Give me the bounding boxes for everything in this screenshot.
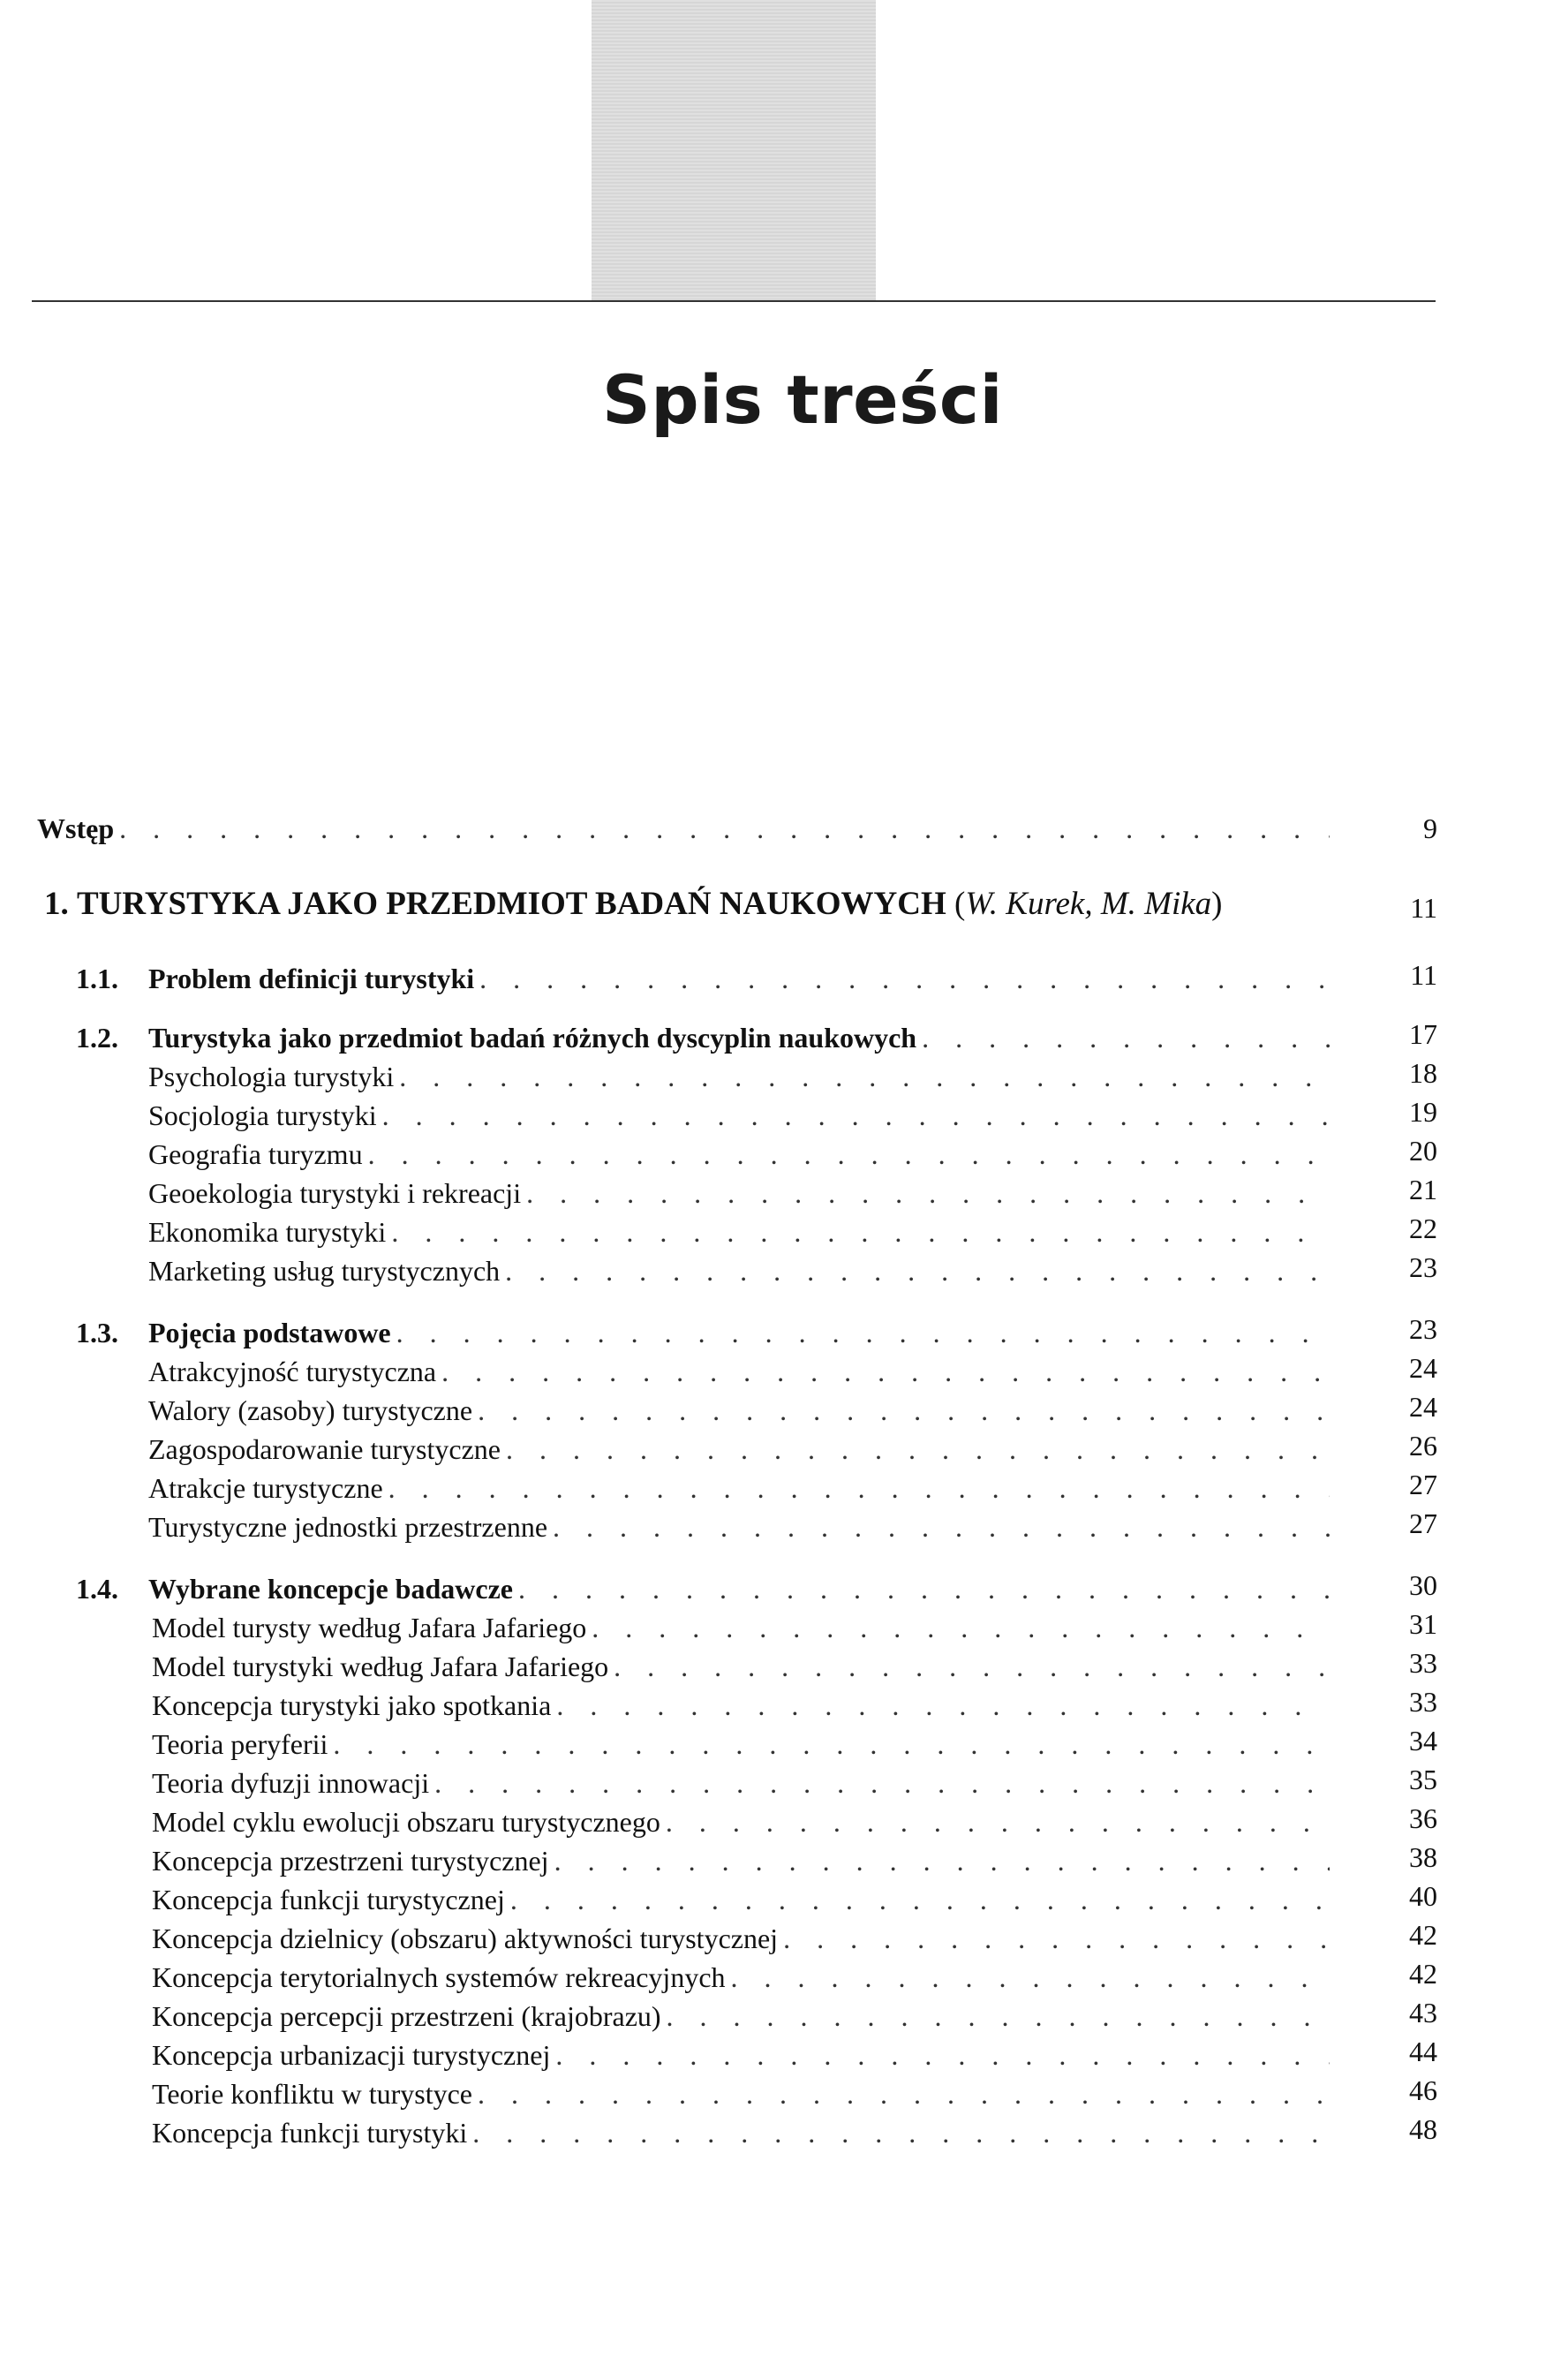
dot-leader — [731, 1960, 1330, 1995]
toc-subentry[interactable] — [152, 2076, 1335, 2111]
chapter-authors: W. Kurek, M. Mika — [965, 886, 1212, 922]
toc-section-1-3[interactable] — [76, 1315, 1335, 1350]
subentry-label: Model cyklu ewolucji obszaru turystycznego — [152, 1806, 660, 1838]
chapter-authors-open: ( — [954, 886, 966, 922]
toc-section-1-4[interactable] — [76, 1571, 1335, 1606]
dot-leader — [472, 2115, 1330, 2150]
subentry-label: Walory (zasoby) turystyczne — [148, 1394, 473, 1426]
dot-leader — [119, 811, 1330, 846]
toc-subentry[interactable] — [148, 1059, 1335, 1094]
toc-page-number: 19 — [1409, 1096, 1437, 1128]
subentry-label: Model turysty według Jafara Jafariego — [152, 1612, 587, 1643]
subentry-label: Geoekologia turystyki i rekreacji — [148, 1177, 522, 1209]
toc-subentry[interactable] — [152, 1921, 1335, 1956]
subentry-label: Koncepcja funkcji turystyki — [152, 2117, 468, 2149]
toc-page-number: 24 — [1409, 1391, 1437, 1423]
dot-leader — [479, 961, 1330, 996]
toc-subentry[interactable] — [148, 1137, 1335, 1172]
toc-subentry[interactable] — [152, 1765, 1335, 1801]
subentry-label: Koncepcja przestrzeni turystycznej — [152, 1845, 549, 1877]
toc-page-number: 34 — [1409, 1725, 1437, 1756]
dot-leader — [666, 1804, 1330, 1839]
toc-subentry[interactable] — [152, 2115, 1335, 2150]
dot-leader — [388, 1470, 1330, 1506]
dot-leader — [382, 1098, 1330, 1133]
subentry-label: Koncepcja urbanizacji turystycznej — [152, 2039, 551, 2071]
dot-leader — [333, 1726, 1330, 1762]
dot-leader — [526, 1175, 1330, 1211]
toc-page-number: 30 — [1409, 1569, 1437, 1601]
dot-leader — [783, 1921, 1330, 1956]
section-title: Wybrane koncepcje badawcze — [148, 1573, 513, 1605]
toc-subentry[interactable] — [152, 1843, 1335, 1878]
toc-entry-intro[interactable] — [37, 811, 1335, 846]
subentry-label: Geografia turyzmu — [148, 1138, 363, 1170]
toc-subentry[interactable] — [148, 1175, 1335, 1211]
toc-page-number: 43 — [1409, 1997, 1437, 2028]
toc-page-number: 33 — [1409, 1647, 1437, 1679]
subentry-label: Koncepcja turystyki jako spotkania — [152, 1689, 552, 1721]
dot-leader — [441, 1354, 1330, 1389]
toc-subentry[interactable] — [148, 1354, 1335, 1389]
toc-subentry[interactable] — [152, 1998, 1335, 2034]
toc-subentry[interactable] — [152, 1882, 1335, 1917]
toc-section-1-2[interactable] — [76, 1020, 1335, 1055]
section-number: 1.3. — [76, 1317, 118, 1348]
toc-page-number: 42 — [1409, 1958, 1437, 1990]
subentry-label: Teoria peryferii — [152, 1728, 328, 1760]
toc-subentry[interactable] — [148, 1509, 1335, 1545]
toc-page-number: 18 — [1409, 1057, 1437, 1089]
toc-page-number: 48 — [1409, 2113, 1437, 2145]
toc-page-number: 27 — [1409, 1507, 1437, 1539]
toc-page-number: 31 — [1409, 1608, 1437, 1640]
section-title: Turystyka jako przedmiot badań różnych dyscyplin naukowych — [148, 1022, 917, 1054]
dot-leader — [506, 1432, 1330, 1467]
toc-section-1-1[interactable] — [76, 961, 1335, 996]
toc-entry-label: Wstęp — [37, 812, 115, 844]
subentry-label: Teorie konfliktu w turystyce — [152, 2078, 472, 2110]
toc-page-number: 20 — [1409, 1135, 1437, 1167]
toc-page-number: 17 — [1409, 1018, 1437, 1050]
subentry-label: Atrakcje turystyczne — [148, 1472, 383, 1504]
toc-subentry[interactable] — [152, 1688, 1335, 1723]
subentry-label: Ekonomika turystyki — [148, 1216, 387, 1248]
toc-page-number: 23 — [1409, 1313, 1437, 1345]
subentry-label: Zagospodarowanie turystyczne — [148, 1433, 501, 1465]
chapter-authors-close: ) — [1211, 886, 1223, 922]
toc-subentry[interactable] — [148, 1214, 1335, 1250]
dot-leader — [592, 1610, 1330, 1645]
dot-leader — [478, 1393, 1330, 1428]
toc-page-number: 46 — [1409, 2074, 1437, 2106]
subentry-label: Socjologia turystyki — [148, 1099, 377, 1131]
dot-leader — [554, 1843, 1330, 1878]
dot-leader — [922, 1020, 1330, 1055]
toc-subentry[interactable] — [152, 1649, 1335, 1684]
toc-page-number: 21 — [1409, 1174, 1437, 1205]
toc-page-number: 22 — [1409, 1212, 1437, 1244]
dot-leader — [667, 1998, 1330, 2034]
chapter-heading[interactable] — [44, 885, 1223, 924]
subentry-label: Koncepcja funkcji turystycznej — [152, 1884, 505, 1915]
dot-leader — [614, 1649, 1330, 1684]
section-number: 1.1. — [76, 963, 118, 994]
toc-subentry[interactable] — [148, 1253, 1335, 1288]
subentry-label: Teoria dyfuzji innowacji — [152, 1767, 430, 1799]
toc-page-number: 26 — [1409, 1430, 1437, 1462]
subentry-label: Koncepcja dzielnicy (obszaru) aktywności turystycznej — [152, 1923, 779, 1954]
chapter-number: 1. — [44, 886, 69, 922]
chapter-title: TURYSTYKA JAKO PRZEDMIOT BADAŃ NAUKOWYCH — [77, 886, 946, 922]
subentry-label: Model turystyki według Jafara Jafariego — [152, 1651, 609, 1682]
toc-page-number: 44 — [1409, 2036, 1437, 2067]
toc-subentry[interactable] — [148, 1098, 1335, 1133]
section-number: 1.2. — [76, 1022, 118, 1054]
chapter-page-number: 11 — [1410, 892, 1437, 924]
dot-leader — [518, 1571, 1330, 1606]
subentry-label: Marketing usług turystycznych — [148, 1255, 501, 1287]
toc-subentry[interactable] — [152, 1726, 1335, 1762]
subentry-label: Koncepcja percepcji przestrzeni (krajobrazu) — [152, 2000, 661, 2032]
toc-page-number: 23 — [1409, 1251, 1437, 1283]
toc-subentry[interactable] — [152, 1610, 1335, 1645]
subentry-label: Turystyczne jednostki przestrzenne — [148, 1511, 548, 1543]
toc-subentry[interactable] — [148, 1432, 1335, 1467]
section-number: 1.4. — [76, 1573, 118, 1605]
toc-page-number: 38 — [1409, 1841, 1437, 1873]
toc-page-number: 42 — [1409, 1919, 1437, 1951]
toc-page-number: 9 — [1423, 812, 1437, 844]
toc-subentry[interactable] — [148, 1470, 1335, 1506]
section-title: Pojęcia podstawowe — [148, 1317, 391, 1348]
page-title: Spis treści — [601, 360, 1004, 439]
toc-page-number: 11 — [1410, 959, 1437, 991]
dot-leader — [396, 1315, 1330, 1350]
subentry-label: Psychologia turystyki — [148, 1061, 395, 1092]
toc-page-number: 40 — [1409, 1880, 1437, 1912]
dot-leader — [553, 1509, 1330, 1545]
subentry-label: Atrakcyjność turystyczna — [148, 1356, 437, 1387]
toc-page-number: 35 — [1409, 1764, 1437, 1795]
header-rule — [32, 300, 1436, 302]
toc-subentry[interactable] — [152, 2037, 1335, 2073]
dot-leader — [434, 1765, 1330, 1801]
dot-leader — [391, 1214, 1330, 1250]
subentry-label: Koncepcja terytorialnych systemów rekreacyjnych — [152, 1961, 726, 1993]
dot-leader — [555, 2037, 1330, 2073]
toc-page-number: 36 — [1409, 1802, 1437, 1834]
dot-leader — [505, 1253, 1330, 1288]
toc-subentry[interactable] — [148, 1393, 1335, 1428]
toc-page-number: 33 — [1409, 1686, 1437, 1718]
section-title: Problem definicji turystyki — [148, 963, 475, 994]
dot-leader — [510, 1882, 1330, 1917]
header-decorative-block — [592, 0, 876, 302]
dot-leader — [368, 1137, 1330, 1172]
toc-subentry[interactable] — [152, 1804, 1335, 1839]
toc-subentry[interactable] — [152, 1960, 1335, 1995]
dot-leader — [399, 1059, 1330, 1094]
toc-page-number: 27 — [1409, 1469, 1437, 1500]
toc-page-number: 24 — [1409, 1352, 1437, 1384]
dot-leader — [556, 1688, 1330, 1723]
dot-leader — [478, 2076, 1330, 2111]
